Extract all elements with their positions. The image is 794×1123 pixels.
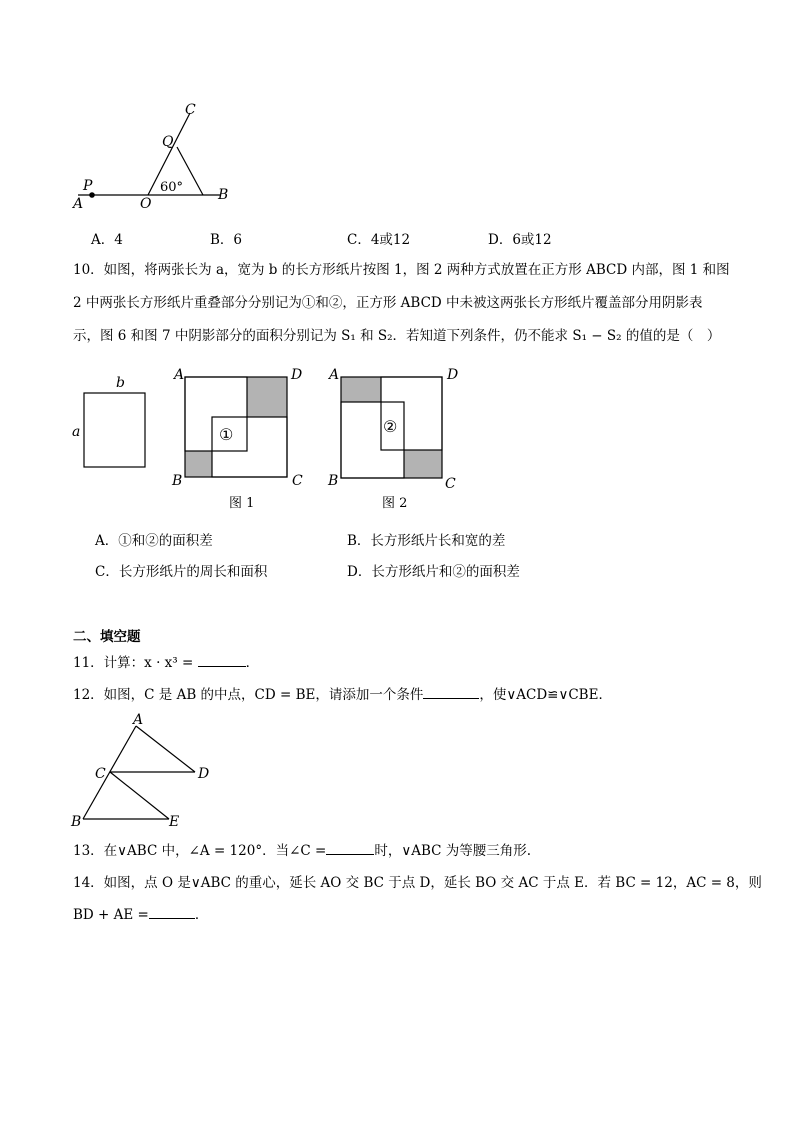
f2-label-d: D <box>447 367 459 383</box>
q10-line-2: 2 中两张长方形纸片重叠部分分别记为①和②，正方形 ABCD 中未被这两张长方形纸片覆盖部分用阴影表 <box>73 295 703 311</box>
label-o: O <box>140 196 152 212</box>
label-b: B <box>218 187 229 203</box>
q12-answer-blank[interactable] <box>423 686 479 699</box>
q14-answer-blank[interactable] <box>149 906 195 919</box>
angle-label: 60° <box>160 180 184 195</box>
label-a: A <box>73 196 84 212</box>
q12-figure <box>66 708 226 834</box>
f2-shade-top-left <box>341 377 381 402</box>
q10-option-d: D．长方形纸片和②的面积差 <box>347 564 520 580</box>
q14-prefix: BD + AE = <box>73 907 149 923</box>
f2-overlap-mark: ② <box>383 417 398 436</box>
segment-ad <box>136 726 195 772</box>
q13 <box>73 841 531 861</box>
f2-label-a: A <box>329 367 340 383</box>
q11-answer-blank[interactable] <box>198 654 246 667</box>
f1-shade-bottom-left <box>185 451 212 477</box>
segment-ce <box>110 772 169 819</box>
label-a: A <box>133 712 144 728</box>
q10-option-c: C．长方形纸片的周长和面积 <box>95 564 268 580</box>
f1-label-c: C <box>292 473 303 489</box>
f1-caption: 图 1 <box>229 496 255 511</box>
figure-2 <box>327 367 458 511</box>
q10-option-a: A．①和②的面积差 <box>95 533 213 549</box>
q12 <box>73 685 612 705</box>
f2-shade-bottom-right <box>404 450 442 478</box>
q9-figure <box>70 98 240 213</box>
f1-overlap-mark: ① <box>219 425 234 444</box>
label-q: Q <box>162 134 174 150</box>
q9-option-b: B．6 <box>210 232 243 248</box>
q10-line-1: 10．如图，将两张长为 a，宽为 b 的长方形纸片按图 1，图 2 两种方式放置在正方形 ABCD 内部，图 1 和图 <box>73 262 730 278</box>
q13-suffix: 时，∨ABC 为等腰三角形. <box>374 843 532 859</box>
q12-prefix: 12．如图，C 是 AB 的中点，CD = BE，请添加一个条件 <box>73 687 424 703</box>
q11-suffix: ． <box>245 655 260 671</box>
f2-label-c: C <box>445 476 456 492</box>
label-b: b <box>116 375 125 391</box>
q13-prefix: 13．在∨ABC 中，∠A = 120°．当∠C = <box>73 843 327 859</box>
label-c: C <box>95 766 106 782</box>
f1-shade-top-right <box>247 377 287 417</box>
q9-option-d: D．6或12 <box>488 232 552 248</box>
label-p: P <box>83 178 93 194</box>
q13-answer-blank[interactable] <box>326 842 374 855</box>
q9-option-c: C．4或12 <box>347 232 411 248</box>
f2-paper-1 <box>341 402 404 478</box>
label-e: E <box>169 814 180 830</box>
paper-rectangle <box>84 393 145 467</box>
f1-label-b: B <box>172 473 183 489</box>
label-a: a <box>72 424 81 440</box>
q11-prefix: 11．计算：x · x³ = <box>73 655 194 671</box>
q10-figure <box>64 360 484 515</box>
q9-option-a: A．4 <box>91 232 123 248</box>
section-title: 二、填空题 <box>73 629 141 645</box>
q14-line-1: 14．如图，点 O 是∨ABC 的重心，延长 AO 交 BC 于点 D，延长 BO 交 AC 于点 E．若 BC = 12，AC = 8，则 <box>73 875 762 891</box>
q12-suffix: ，使∨ACD≌∨CBE． <box>479 687 612 703</box>
f2-label-b: B <box>328 473 339 489</box>
figure-1 <box>171 367 303 511</box>
label-d: D <box>198 766 210 782</box>
f1-label-d: D <box>291 367 303 383</box>
label-b: B <box>71 814 82 830</box>
f1-label-a: A <box>174 367 185 383</box>
q10-line-3: 示，图 6 和图 7 中阴影部分的面积分别记为 S₁ 和 S₂．若知道下列条件，仍不能求 S₁ − S₂ 的值的是（ ） <box>73 328 721 344</box>
f2-caption: 图 2 <box>382 496 408 511</box>
q10-option-b: B．长方形纸片长和宽的差 <box>347 533 506 549</box>
q14-suffix: ． <box>194 907 209 923</box>
label-c: C <box>185 102 196 118</box>
q11 <box>73 653 259 673</box>
f2-paper-2 <box>381 377 442 450</box>
f1-paper-1 <box>185 377 247 451</box>
q14-line-2 <box>73 905 208 925</box>
